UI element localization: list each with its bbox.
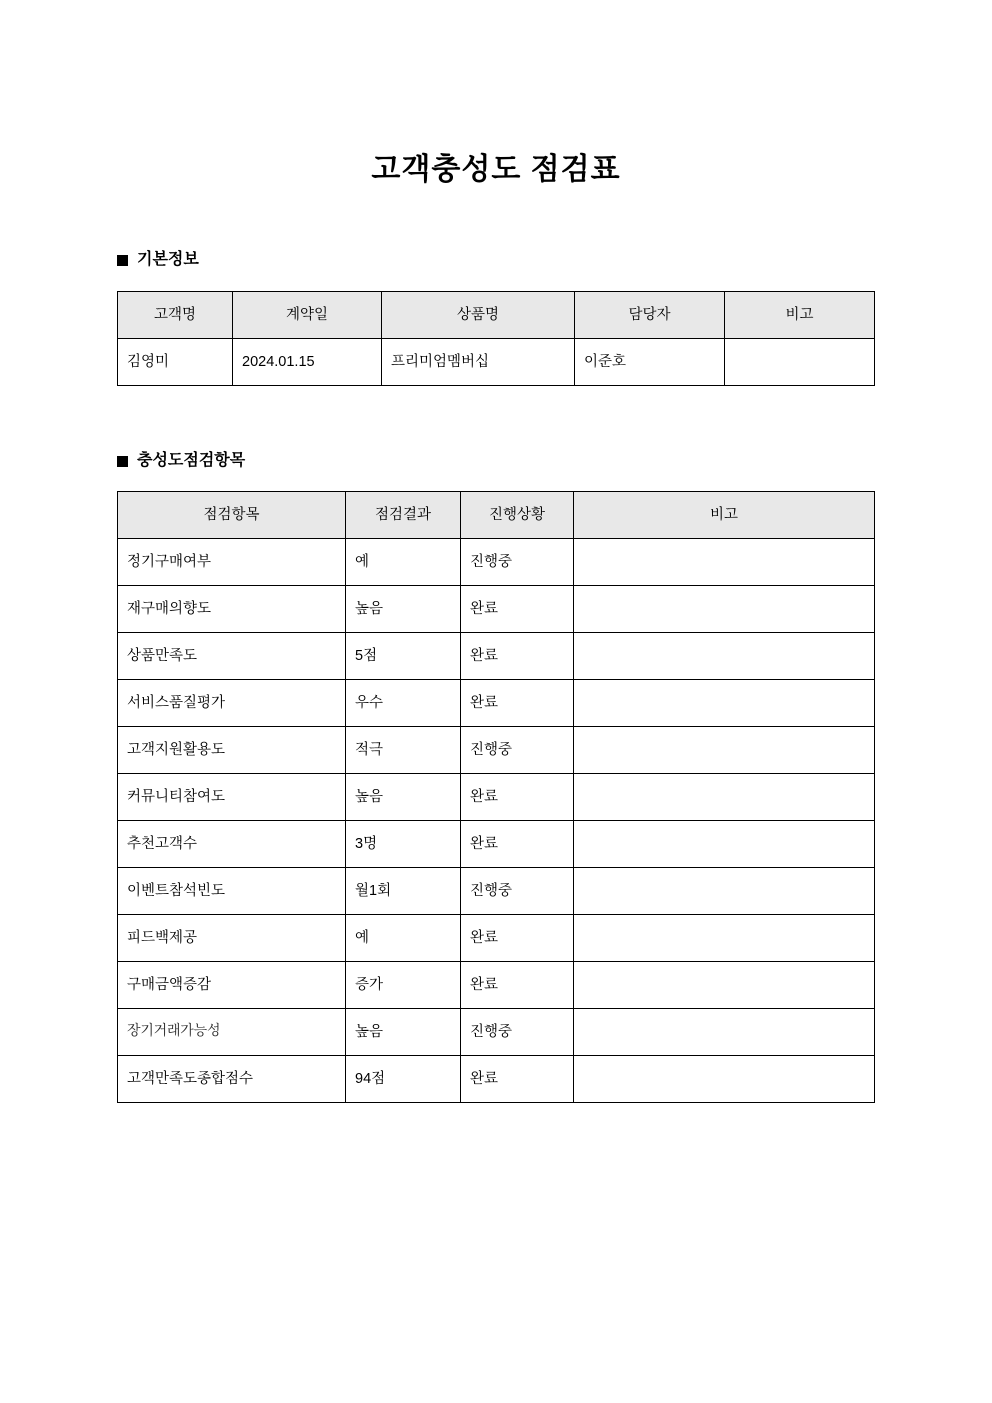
cell-note — [574, 680, 875, 727]
cell-check-item: 고객지원활용도 — [118, 727, 346, 774]
cell-progress: 완료 — [461, 680, 574, 727]
cell-check-result: 월1회 — [346, 868, 461, 915]
cell-check-result: 증가 — [346, 962, 461, 1009]
cell-note — [574, 727, 875, 774]
table-row — [118, 1009, 875, 1056]
cell-progress: 진행중 — [461, 1009, 574, 1056]
table-header-row — [118, 292, 875, 339]
cell-check-result: 94점 — [346, 1056, 461, 1103]
cell-check-item: 고객만족도종합점수 — [118, 1056, 346, 1103]
cell-note — [574, 1009, 875, 1056]
cell-check-item: 구매금액증감 — [118, 962, 346, 1009]
cell-progress: 진행중 — [461, 868, 574, 915]
cell-check-result: 우수 — [346, 680, 461, 727]
table-row — [118, 868, 875, 915]
cell-note — [574, 539, 875, 586]
cell-check-item: 정기구매여부 — [118, 539, 346, 586]
table-row — [118, 774, 875, 821]
table-row — [118, 633, 875, 680]
cell-progress: 진행중 — [461, 727, 574, 774]
cell-customer-name: 김영미 — [118, 339, 233, 386]
loyalty-items-table — [117, 491, 875, 1103]
column-header-contract-date: 계약일 — [233, 292, 382, 339]
cell-note — [574, 821, 875, 868]
cell-check-result: 예 — [346, 539, 461, 586]
table-row — [118, 539, 875, 586]
cell-check-result: 예 — [346, 915, 461, 962]
cell-progress: 진행중 — [461, 539, 574, 586]
cell-note — [574, 586, 875, 633]
section-heading-basic-info — [117, 250, 199, 269]
table-row — [118, 586, 875, 633]
column-header-manager: 담당자 — [575, 292, 725, 339]
cell-progress: 완료 — [461, 633, 574, 680]
basic-info-table — [117, 291, 875, 386]
column-header-check-item: 점검항목 — [118, 492, 346, 539]
cell-check-result: 높음 — [346, 1009, 461, 1056]
column-header-customer-name: 고객명 — [118, 292, 233, 339]
table-row — [118, 1056, 875, 1103]
cell-note — [574, 962, 875, 1009]
cell-note — [574, 868, 875, 915]
cell-note — [725, 339, 875, 386]
column-header-check-result: 점검결과 — [346, 492, 461, 539]
cell-check-result: 높음 — [346, 586, 461, 633]
cell-check-result: 높음 — [346, 774, 461, 821]
cell-check-item: 커뮤니티참여도 — [118, 774, 346, 821]
cell-progress: 완료 — [461, 1056, 574, 1103]
cell-product-name: 프리미엄멤버십 — [382, 339, 575, 386]
table-row — [118, 680, 875, 727]
cell-progress: 완료 — [461, 962, 574, 1009]
section-heading-label: 충성도점검항목 — [137, 452, 246, 469]
column-header-progress: 진행상황 — [461, 492, 574, 539]
cell-check-item: 이벤트참석빈도 — [118, 868, 346, 915]
bullet-square-icon — [117, 456, 128, 467]
cell-check-item: 재구매의향도 — [118, 586, 346, 633]
cell-check-item: 상품만족도 — [118, 633, 346, 680]
table-header-row — [118, 492, 875, 539]
cell-progress: 완료 — [461, 586, 574, 633]
cell-check-item: 장기거래가능성 — [118, 1009, 346, 1056]
table-row — [118, 962, 875, 1009]
table-row — [118, 339, 875, 386]
table-row — [118, 821, 875, 868]
cell-progress: 완료 — [461, 774, 574, 821]
table-row — [118, 727, 875, 774]
cell-contract-date: 2024.01.15 — [233, 339, 382, 386]
cell-progress: 완료 — [461, 915, 574, 962]
section-heading-loyalty-items — [117, 451, 245, 470]
cell-check-result: 적극 — [346, 727, 461, 774]
column-header-note: 비고 — [725, 292, 875, 339]
cell-note — [574, 633, 875, 680]
column-header-note: 비고 — [574, 492, 875, 539]
column-header-product-name: 상품명 — [382, 292, 575, 339]
cell-check-result: 3명 — [346, 821, 461, 868]
cell-manager: 이준호 — [575, 339, 725, 386]
cell-note — [574, 1056, 875, 1103]
section-heading-label: 기본정보 — [137, 251, 199, 268]
cell-note — [574, 915, 875, 962]
cell-check-item: 추천고객수 — [118, 821, 346, 868]
cell-check-item: 서비스품질평가 — [118, 680, 346, 727]
cell-progress: 완료 — [461, 821, 574, 868]
page-title: 고객충성도 점검표 — [371, 153, 621, 187]
table-row — [118, 915, 875, 962]
cell-check-result: 5점 — [346, 633, 461, 680]
cell-check-item: 피드백제공 — [118, 915, 346, 962]
bullet-square-icon — [117, 255, 128, 266]
cell-note — [574, 774, 875, 821]
